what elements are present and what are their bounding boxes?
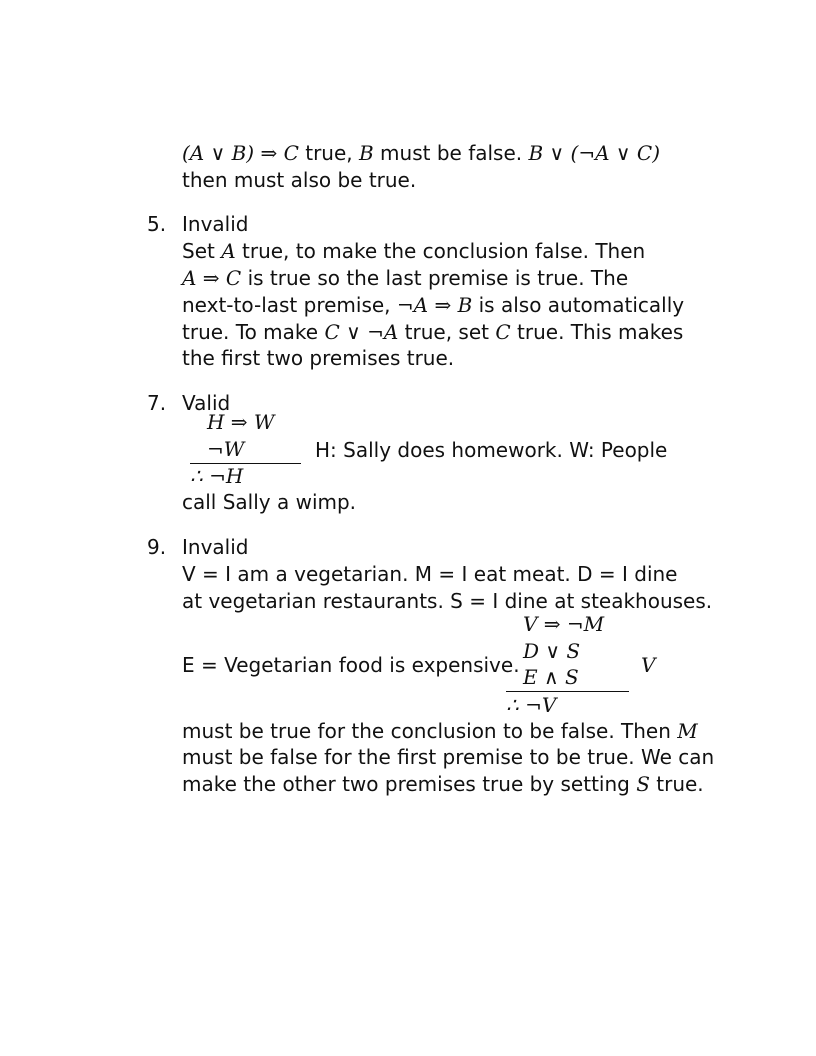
- item-9-line-3: E = Vegetarian food is expensive.: [182, 653, 520, 677]
- symbol-b: B: [359, 141, 374, 165]
- text: true,: [298, 141, 359, 165]
- item-number-7: 7.: [147, 391, 167, 415]
- symbol-s: S: [636, 772, 650, 796]
- text: true, to make the conclusion false. Then: [235, 239, 646, 263]
- item-number-9: 9.: [147, 535, 167, 559]
- continuation-line-2: then must also be true.: [182, 168, 417, 192]
- item-7-legend-continued: call Sally a wimp.: [182, 490, 357, 514]
- symbol-m: M: [677, 719, 698, 743]
- item-9-line-5: must be false for the first premise to be true. We can: [182, 745, 715, 769]
- formula-a-implies-c: A ⇒ C: [182, 266, 242, 290]
- text: Set: [182, 239, 222, 263]
- text: must be false.: [373, 141, 529, 165]
- item-9-line-2: at vegetarian restaurants. S = I dine at steakhouses.: [182, 589, 713, 613]
- formula-a-or-b-implies-c: (A ∨ B) ⇒ C: [182, 141, 299, 165]
- item-9-verdict: Invalid: [182, 535, 249, 559]
- formula-not-a-implies-b: ¬A ⇒ B: [396, 293, 473, 317]
- item-5-line-5: the first two premises true.: [182, 346, 455, 370]
- formula-c-or-not-a: C ∨ ¬A: [324, 320, 399, 344]
- text: true.: [649, 772, 704, 796]
- item-7-legend: H: Sally does homework. W: People: [315, 438, 668, 462]
- item-9-line-1: V = I am a vegetarian. M = I eat meat. D = I dine: [182, 562, 678, 586]
- text: true. To make: [182, 320, 325, 344]
- item-9-side-symbol: V: [641, 653, 656, 677]
- item-5-line-3: [182, 293, 684, 317]
- item-9-conclusion: ∴ ¬V: [506, 693, 557, 717]
- item-7-premise-1: H ⇒ W: [207, 410, 275, 434]
- text: must be true for the conclusion to be false. Then: [182, 719, 678, 743]
- item-5-line-1: [182, 239, 645, 263]
- item-9-conclusion-rule: [506, 691, 629, 692]
- text: is true so the last premise is true. The: [241, 266, 629, 290]
- item-number-5: 5.: [147, 212, 167, 236]
- item-9-line-4: [182, 719, 698, 743]
- item-7-conclusion: ∴ ¬H: [190, 464, 244, 488]
- formula-b-or-not-a-or-c: B ∨ (¬A ∨ C): [528, 141, 661, 165]
- item-7-verdict: Valid: [182, 391, 231, 415]
- text: make the other two premises true by setting: [182, 772, 637, 796]
- item-5-line-2: [182, 266, 628, 290]
- item-7-premise-2: ¬W: [207, 437, 245, 461]
- item-9-line-6: [182, 772, 704, 796]
- text: true, set: [398, 320, 496, 344]
- continuation-line-1: [182, 141, 660, 165]
- text: is also automatically: [472, 293, 685, 317]
- item-5-line-4: [182, 320, 683, 344]
- item-9-premise-2: D ∨ S: [523, 639, 581, 663]
- symbol-c: C: [495, 320, 511, 344]
- symbol-a: A: [221, 239, 236, 263]
- item-5-verdict: Invalid: [182, 212, 249, 236]
- text: next-to-last premise,: [182, 293, 397, 317]
- item-9-premise-1: V ⇒ ¬M: [523, 612, 605, 636]
- item-9-premise-3: E ∧ S: [523, 665, 579, 689]
- text: true. This makes: [510, 320, 684, 344]
